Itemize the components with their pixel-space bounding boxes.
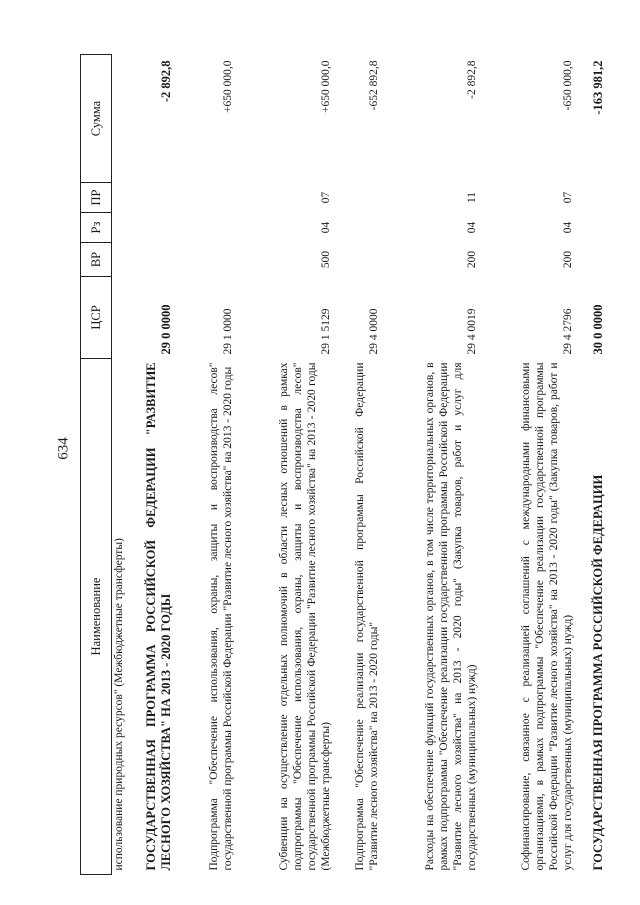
row-csr: 29 4 2796 (561, 308, 574, 355)
row-csr: 29 1 0000 (221, 308, 234, 355)
row-rz: 04 (465, 221, 478, 234)
header-pr: ПР (81, 183, 112, 213)
row-name: Субвенции на осуществление отдельных полномочий в области лесных отношений в рамках подпрограммы "Обеспечение использования, охраны, защиты и воспроизводства лесов" государственной программы Российской Федерации "Развитие лесного хозяйства" на 2013 - 2020 годы (Межбюджетные трансферты) (278, 362, 332, 871)
row-rz: 04 (319, 221, 332, 234)
budget-table (80, 54, 610, 875)
row-name: ГОСУДАРСТВЕННАЯ ПРОГРАММА РОССИЙСКОЙ ФЕДЕРАЦИИ (590, 474, 605, 871)
header-vr: ВР (81, 243, 112, 277)
row-vr (338, 243, 386, 277)
table-row (338, 55, 386, 875)
row-name: Софинансирование, связанное с реализацией соглашений с международными финансовыми организациями, в рамках подпрограммы "Обеспечение реализации государственной программы Российской Федерации "Развитие лесного хозяйства" на 2013 - 2020 годы" (Закупка товаров, работ и услуг для государственных (муниципальных) нужд) (520, 362, 574, 871)
table-row (240, 55, 338, 875)
row-sum (112, 55, 134, 183)
header-row (81, 55, 112, 875)
row-name: использование природных ресурсов" (Межбюджетные трансферты) (113, 538, 125, 871)
row-pr: 11 (465, 191, 478, 204)
row-sum: +650 000,0 (319, 60, 332, 113)
row-csr (112, 277, 134, 359)
row-vr (112, 243, 134, 277)
table-row (484, 55, 580, 875)
row-sum: -2 892,8 (158, 60, 173, 103)
row-vr: 200 (465, 250, 478, 269)
row-name: ГОСУДАРСТВЕННАЯ ПРОГРАММА РОССИЙСКОЙ ФЕДЕРАЦИИ "РАЗВИТИЕ ЛЕСНОГО ХОЗЯЙСТВА" НА 2013 - 2020 ГОДЫ (143, 362, 173, 871)
table-row (112, 55, 134, 875)
table-row (386, 55, 484, 875)
row-pr (178, 183, 240, 213)
row-name: Расходы на обеспечение функций государственных органов, в том числе территориальных органов, в рамках подпрограммы "Обеспечение реализации государственной программы Российской Федерации "Развитие лесного хозяйства" на 2013 - 2020 годы" (Закупка товаров, работ и услуг для государственных (муниципальных) нужд) (424, 362, 478, 871)
row-rz: 04 (561, 221, 574, 234)
table-row (178, 55, 240, 875)
row-rz (338, 213, 386, 243)
row-pr (134, 183, 178, 213)
row-pr: 07 (319, 191, 332, 204)
row-rz (178, 213, 240, 243)
table-row (580, 55, 610, 875)
row-sum: -163 981,2 (590, 60, 605, 115)
header-csr: ЦСР (81, 277, 112, 359)
row-pr (112, 183, 134, 213)
row-sum: -2 892,8 (465, 60, 478, 99)
row-csr: 29 0 0000 (158, 304, 173, 355)
row-pr: 07 (561, 191, 574, 204)
row-csr: 30 0 0000 (590, 304, 605, 355)
row-csr: 29 4 0019 (465, 308, 478, 355)
row-csr: 29 4 0000 (367, 308, 380, 355)
row-rz (134, 213, 178, 243)
header-rz: Рз (81, 213, 112, 243)
row-vr (580, 243, 610, 277)
header-sum: Сумма (81, 55, 112, 183)
row-csr: 29 1 5129 (319, 308, 332, 355)
row-pr (338, 183, 386, 213)
row-pr (580, 183, 610, 213)
table-row (134, 55, 178, 875)
row-sum: +650 000,0 (221, 60, 234, 113)
row-vr (134, 243, 178, 277)
header-name: Наименование (81, 359, 112, 875)
row-vr: 200 (561, 250, 574, 269)
row-name: Подпрограмма "Обеспечение реализации государственной программы Российской Федерации "Развитие лесного хозяйства" на 2013 - 2020 годы" (353, 362, 380, 871)
rotated-page (80, 55, 635, 875)
row-rz (112, 213, 134, 243)
row-vr: 500 (319, 250, 332, 269)
row-name: Подпрограмма "Обеспечение использования, охраны, защиты и воспроизводства лесов" государственной программы Российской Федерации "Развитие лесного хозяйства" на 2013 - 2020 годы (207, 362, 234, 871)
row-rz (580, 213, 610, 243)
page-number: 634 (55, 437, 72, 460)
row-vr (178, 243, 240, 277)
row-sum: -650 000,0 (561, 60, 574, 111)
row-sum: -652 892,8 (367, 60, 380, 111)
